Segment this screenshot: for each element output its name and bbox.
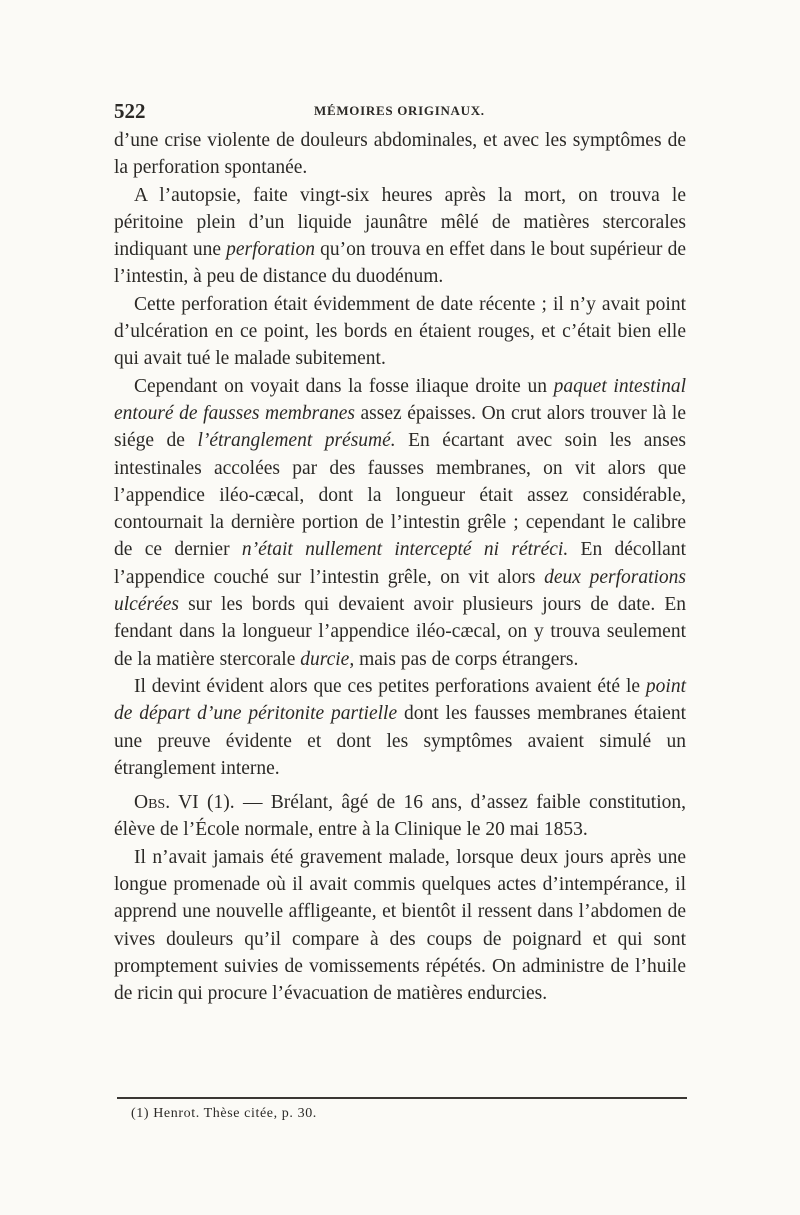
text-run: d’une crise violente de douleurs abdominales, et avec les symptômes de la perforation spontanée.: [114, 130, 686, 179]
paragraph: [114, 291, 686, 373]
body-text: [114, 127, 686, 1008]
text-run: VI (1). — Brélant, âgé de 16 ans, d’assez faible constitution, élève de l’École normale, entre à la Clinique le 20 mai 1853.: [114, 792, 686, 841]
text-run: En écartant avec soin les anses intestinales accolées par des fausses membranes, on vit alors que l’appendice iléo-cæcal, dont la longueur était assez considérable, contournait la dernière portion de l’intestin grêle ; cependant le calibre de ce dernier: [114, 430, 687, 561]
page-number: 522: [114, 99, 146, 123]
observation-paragraph: [114, 789, 686, 844]
italic-phrase: deux perforations ulcérées: [114, 566, 686, 616]
text-run: assez épaisses. On crut alors trouver là le siége de: [114, 402, 686, 452]
text-run: Il devint évident alors que ces petites perforations avaient été le: [134, 675, 646, 697]
text-run: A l’autopsie, faite vingt-six heures après la mort, on trouva le péritoine plein d’un liquide jaunâtre mêlé de matières stercorales indiquant une: [114, 184, 686, 261]
text-run: mais pas de corps étrangers.: [354, 648, 579, 670]
text-run: En décollant l’appendice couché sur l’intestin grêle, on vit alors: [114, 539, 686, 588]
text-run: Il n’avait jamais été gravement malade, lorsque deux jours après une longue promenade où il avait commis quelques actes d’intempérance, il apprend une nouvelle affligeante, et bientôt il ressent dans l’abdomen de vives douleurs qu’il compare à des coups de poignard et qui sont promptement suivies de vomissements répétés. On administre de l’huile de ricin qui procure l’évacuation de matières endurcies.: [114, 846, 686, 1005]
paragraph: [114, 844, 686, 1008]
page-header: [114, 99, 686, 125]
italic-phrase: n’était nullement intercepté ni rétréci.: [241, 539, 569, 561]
text-run: Cette perforation était évidemment de date récente ; il n’y avait point d’ulcération en ce point, les bords en étaient rouges, et c’était bien elle qui avait tué le malade subitement.: [114, 293, 686, 370]
text-run: Cependant on voyait dans la fosse iliaque droite un: [134, 375, 554, 397]
italic-phrase: paquet intestinal entouré de fausses membranes: [114, 375, 687, 424]
text-run: sur les bords qui devaient avoir plusieurs jours de date. En fendant dans la longueur l’appendice iléo-cæcal, on y trouva seulement de la matière stercorale: [114, 594, 686, 670]
observation-label: Obs.: [134, 792, 171, 814]
italic-phrase: durcie,: [300, 648, 355, 670]
paragraph: [114, 127, 686, 182]
paragraph: [114, 182, 686, 291]
footnote-rule: [117, 1097, 687, 1099]
paragraph: [114, 673, 686, 782]
italic-phrase: perforation: [226, 239, 315, 261]
italic-phrase: point de départ d’une péritonite partielle: [114, 675, 686, 725]
text-run: dont les fausses membranes étaient une preuve évidente et dont les symptômes avaient simulé un étranglement interne.: [114, 703, 687, 779]
text-run: qu’on trouva en effet dans le bout supérieur de l’intestin, à peu de distance du duodénum.: [114, 239, 686, 288]
paragraph: [114, 373, 686, 673]
footnote: (1) Henrot. Thèse citée, p. 30.: [131, 1106, 317, 1121]
running-head: MÉMOIRES ORIGINAUX.: [314, 103, 485, 118]
italic-phrase: l’étranglement présumé.: [197, 430, 396, 452]
